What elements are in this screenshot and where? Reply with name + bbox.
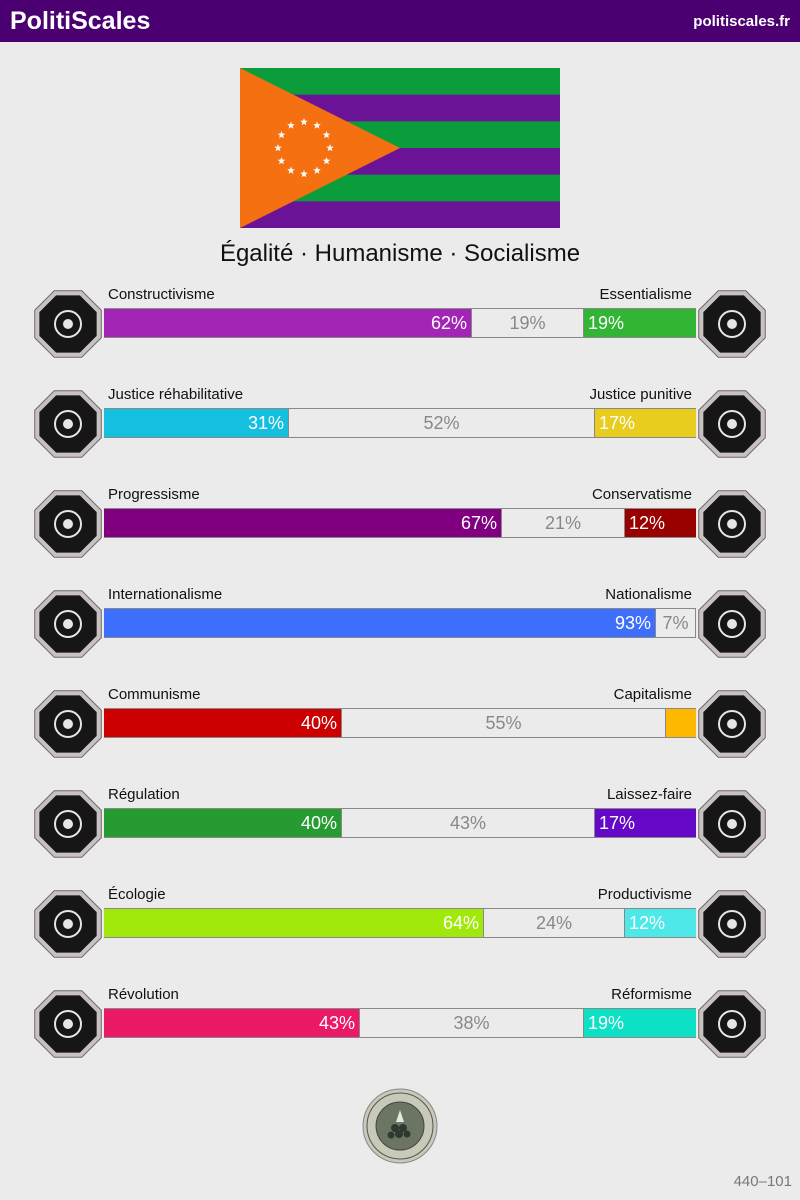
axis-right-segment: 12% [625, 909, 696, 937]
flower-icon [696, 288, 768, 360]
axis-neutral-segment: 19% [471, 309, 584, 337]
axis-neutral-segment: 21% [501, 509, 625, 537]
axis-left-segment: 40% [104, 709, 341, 737]
axis-neutral-segment: 55% [341, 709, 666, 737]
gear-icon [696, 888, 768, 960]
axis-bar [104, 608, 696, 638]
flag-stripe [240, 68, 560, 95]
flag-icon [696, 588, 768, 660]
axis-right-label: Laissez-faire [606, 786, 692, 803]
axis-row [0, 588, 800, 668]
axis-right-segment: 19% [584, 309, 696, 337]
result-flag [240, 68, 560, 228]
site-link[interactable]: politiscales.fr [693, 12, 790, 30]
axis-right-label: Nationalisme [605, 586, 692, 603]
money-bag-icon [696, 688, 768, 760]
quill-icon [696, 488, 768, 560]
axis-right-label: Réformisme [611, 986, 692, 1003]
axis-left-label: Communisme [108, 686, 201, 703]
axis-right-segment [666, 709, 696, 737]
axis-neutral-segment: 38% [359, 1009, 584, 1037]
axis-left-label: Révolution [108, 986, 179, 1003]
axis-row [0, 288, 800, 368]
globe-laurel-icon [32, 588, 104, 660]
axis-row [0, 788, 800, 868]
axis-right-segment: 12% [625, 509, 696, 537]
rocket-icon [32, 488, 104, 560]
fist-icon [32, 988, 104, 1060]
axis-bar [104, 1008, 696, 1038]
axis-bar [104, 908, 696, 938]
axis-left-segment: 40% [104, 809, 341, 837]
axis-neutral-segment: 7% [655, 609, 696, 637]
axis-left-label: Constructivisme [108, 286, 215, 303]
ruler-icon [32, 788, 104, 860]
axis-bar [104, 508, 696, 538]
axis-row [0, 388, 800, 468]
handshake-icon [32, 388, 104, 460]
axis-left-label: Internationalisme [108, 586, 223, 603]
axis-left-label: Régulation [108, 786, 180, 803]
axis-left-segment: 43% [104, 1009, 359, 1037]
axis-left-segment: 93% [104, 609, 655, 637]
axis-neutral-segment: 24% [483, 909, 625, 937]
hammer-sickle-icon [32, 688, 104, 760]
flag-stripe [240, 201, 560, 228]
ballot-box-icon [696, 988, 768, 1060]
axis-left-segment: 64% [104, 909, 483, 937]
axis-bar [104, 808, 696, 838]
axis-right-segment: 19% [584, 1009, 696, 1037]
slogan: Égalité · Humanisme · Socialisme [219, 240, 581, 267]
prison-bars-icon [696, 388, 768, 460]
axis-bar [104, 708, 696, 738]
butterfly-icon [696, 788, 768, 860]
axis-left-label: Justice réhabilitative [108, 386, 244, 403]
axis-row [0, 688, 800, 768]
axis-left-label: Progressisme [108, 486, 200, 503]
axis-bar [104, 408, 696, 438]
sprout-icon [32, 888, 104, 960]
axis-row [0, 988, 800, 1068]
axis-row [0, 888, 800, 968]
axis-bar [104, 308, 696, 338]
axis-right-label: Essentialisme [599, 286, 692, 303]
header-bar [0, 0, 800, 42]
axis-right-label: Justice punitive [589, 386, 692, 403]
axis-right-segment: 17% [595, 409, 696, 437]
politiscales-seal-icon [362, 1088, 438, 1164]
axis-left-segment: 67% [104, 509, 501, 537]
axis-right-label: Conservatisme [591, 486, 692, 503]
axis-neutral-segment: 52% [288, 409, 595, 437]
eye-window-icon [32, 288, 104, 360]
axis-right-label: Productivisme [597, 886, 692, 903]
result-code: 440–101 [733, 1173, 792, 1190]
axis-row [0, 488, 800, 568]
axis-neutral-segment: 43% [341, 809, 595, 837]
axis-left-label: Écologie [108, 886, 166, 903]
axis-left-segment: 62% [104, 309, 471, 337]
axis-right-label: Capitalisme [613, 686, 692, 703]
brand-title[interactable]: PolitiScales [10, 6, 151, 35]
axis-left-segment: 31% [104, 409, 288, 437]
axis-right-segment: 17% [595, 809, 696, 837]
